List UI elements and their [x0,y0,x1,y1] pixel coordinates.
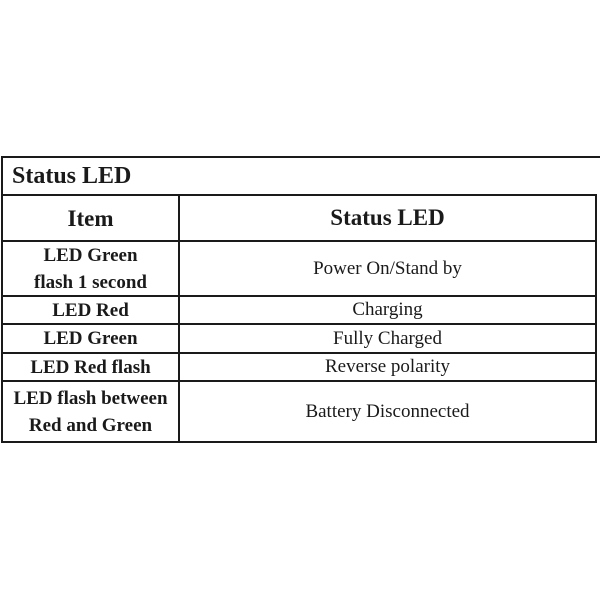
item-text-line: LED Red flash [30,356,151,378]
item-cell [3,297,180,323]
status-led-table [1,156,597,443]
table-header-row [3,194,595,240]
item-cell [3,382,180,441]
header-cell-item [3,196,180,240]
header-cell-status [180,196,595,240]
status-cell [180,382,595,441]
table-title-row [3,158,595,194]
item-cell [3,354,180,380]
table-title: Status LED [12,162,132,189]
item-cell [3,242,180,295]
item-text-line: LED Green [43,328,138,349]
status-text: Charging [352,299,423,320]
status-cell [180,325,595,352]
status-text: Reverse polarity [324,356,451,377]
header-item-label: Item [67,205,114,231]
status-cell [180,297,595,323]
item-text-line: flash 1 second [34,271,147,293]
table-row [3,323,595,352]
status-text: Battery Disconnected [305,400,470,422]
status-text: Power On/Stand by [313,257,462,279]
status-cell [180,242,595,295]
status-cell [180,354,595,380]
table-row [3,240,595,295]
table-row [3,380,595,441]
item-text-line: LED Red [52,299,129,321]
table-row [3,352,595,380]
title-row-right-edge-gap [595,158,597,194]
status-text: Fully Charged [333,327,442,349]
item-text-line: LED Green [43,244,138,266]
table-row [3,295,595,323]
item-text-line: LED flash between [13,387,168,409]
item-cell [3,325,180,352]
header-status-label: Status LED [330,205,445,230]
item-text-line: Red and Green [28,414,153,436]
